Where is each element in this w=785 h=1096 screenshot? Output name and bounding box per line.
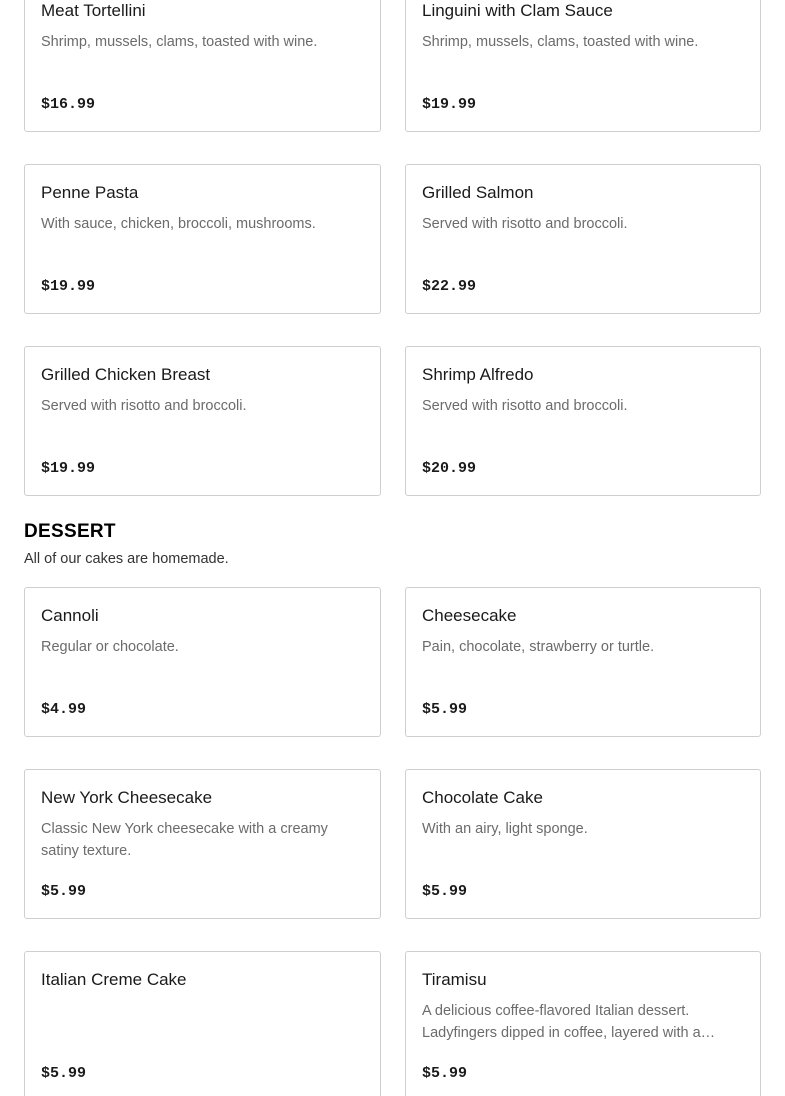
- section-subtitle-dessert: All of our cakes are homemade.: [24, 551, 229, 567]
- menu-item-price: $19.99: [41, 460, 96, 477]
- menu-item-card[interactable]: [405, 769, 761, 919]
- menu-item-card[interactable]: [24, 164, 381, 314]
- menu-item-description: Served with risotto and broccoli.: [41, 398, 247, 414]
- menu-item-description: Classic New York cheesecake with a creamy satiny texture.: [41, 821, 328, 859]
- menu-item-name: Meat Tortellini: [41, 1, 146, 20]
- menu-item-name: Cheesecake: [422, 606, 517, 625]
- menu-item-name: Chocolate Cake: [422, 788, 543, 807]
- menu-item-description: Shrimp, mussels, clams, toasted with wine.: [422, 34, 699, 50]
- menu-item-name: New York Cheesecake: [41, 788, 213, 807]
- menu-item-price: $5.99: [422, 1065, 468, 1082]
- menu-item-name: Grilled Salmon: [422, 183, 534, 202]
- menu-item-price: $20.99: [422, 460, 477, 477]
- menu-item-price: $5.99: [422, 883, 468, 900]
- menu-item-description: With an airy, light sponge.: [422, 821, 588, 837]
- menu-item-description: Shrimp, mussels, clams, toasted with wine.: [41, 34, 318, 50]
- menu-item-card[interactable]: [405, 346, 761, 496]
- menu-item-description: A delicious coffee-flavored Italian dessert. Ladyfingers dipped in coffee, layered with a: [422, 1003, 701, 1041]
- menu-item-card[interactable]: [405, 164, 761, 314]
- menu-item-description: With sauce, chicken, broccoli, mushrooms.: [41, 216, 316, 232]
- menu-item-price: $19.99: [422, 96, 477, 113]
- pasta-menu-grid: [24, 0, 761, 496]
- menu-item-name: Tiramisu: [422, 970, 487, 989]
- menu-item-price: $4.99: [41, 701, 87, 718]
- dessert-menu-grid: [24, 587, 761, 1096]
- menu-item-price: $5.99: [41, 883, 87, 900]
- menu-item-name: Shrimp Alfredo: [422, 365, 534, 384]
- menu-item-card[interactable]: [24, 0, 381, 132]
- menu-item-price: $16.99: [41, 96, 96, 113]
- menu-item-description: Regular or chocolate.: [41, 639, 179, 655]
- menu-item-description: Served with risotto and broccoli.: [422, 398, 628, 414]
- menu-item-card[interactable]: [24, 587, 381, 737]
- menu-item-description: Pain, chocolate, strawberry or turtle.: [422, 639, 655, 655]
- menu-item-name: Cannoli: [41, 606, 99, 625]
- menu-item-card[interactable]: [24, 769, 381, 919]
- menu-item-price: $22.99: [422, 278, 477, 295]
- menu-item-name: Linguini with Clam Sauce: [422, 1, 613, 20]
- menu-item-card[interactable]: [405, 951, 761, 1096]
- menu-item-name: Italian Creme Cake: [41, 970, 187, 989]
- menu-item-price: $19.99: [41, 278, 96, 295]
- menu-item-price: $5.99: [422, 701, 468, 718]
- menu-item-description: Served with risotto and broccoli.: [422, 216, 628, 232]
- menu-item-name: Grilled Chicken Breast: [41, 365, 211, 384]
- menu-item-price: $5.99: [41, 1065, 87, 1082]
- menu-item-card[interactable]: [24, 951, 381, 1096]
- menu-item-card[interactable]: [405, 587, 761, 737]
- menu-item-card[interactable]: [24, 346, 381, 496]
- menu-item-name: Penne Pasta: [41, 183, 139, 202]
- section-title-dessert: DESSERT: [24, 521, 116, 542]
- menu-item-card[interactable]: [405, 0, 761, 132]
